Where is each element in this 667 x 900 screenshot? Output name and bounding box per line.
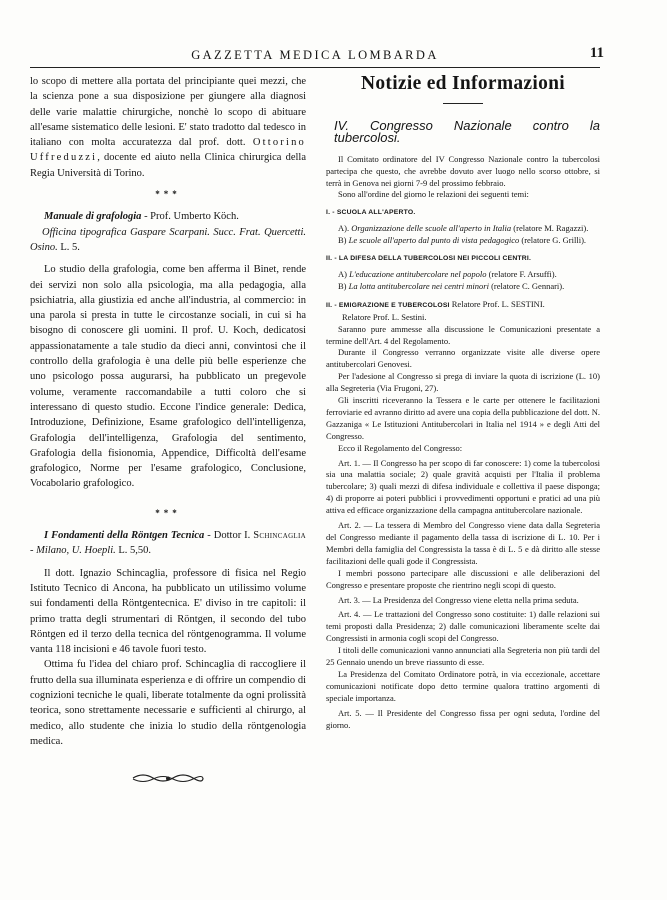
left-column bbox=[30, 74, 306, 785]
news-paragraph: Gli inscritti riceveranno la Tessera e le carte per ottenere le facilitazioni ferroviarie ed avranno diritto ad avere una copia della pubblicazione del dott. N. Gazzaniga « Le Istituzioni Antitubercolari in Italia nel 1914 » e degli Atti del Congresso. bbox=[326, 395, 600, 441]
topic-heading: I. - SCUOLA ALL'APERTO. bbox=[326, 209, 416, 217]
news-paragraph: I titoli delle comunicazioni vanno annunciati alla Segreteria non più tardi del 25 Gennaio unendo un breve riassunto di esse. bbox=[326, 645, 600, 668]
ornament-divider-icon bbox=[131, 771, 205, 785]
news-paragraph: Per l'adesione al Congresso si prega di inviare la quota di iscrizione (L. 10) alla Segreteria (Via Frugoni, 27). bbox=[326, 371, 600, 394]
title-rule bbox=[443, 103, 483, 104]
topic-heading: II. - LA DIFESA DELLA TUBERCOLOSI NEI PICCOLI CENTRI. bbox=[326, 255, 532, 263]
section-separator: *** bbox=[155, 507, 181, 518]
running-title: GAZZETTA MEDICA LOMBARDA bbox=[191, 48, 439, 62]
news-paragraph: Saranno pure ammesse alla discussione le Comunicazioni presentate a termine dell'Art. 4 del Regolamento. bbox=[326, 323, 600, 346]
section-separator: *** bbox=[155, 189, 181, 200]
news-paragraph: I membri possono partecipare alle discussioni e alle deliberazioni del Congresso e presentare proposte che rientrino negli scopi di questo. bbox=[326, 567, 600, 590]
review-heading: Manuale di grafologia - Prof. Umberto Köch. Officina tipografica Gaspare Scarpani. Succ. Frat. Quercetti. Osino. L. 5. bbox=[30, 211, 306, 253]
review-body: Lo studio della grafologia, come ben afferma il Binet, rende dei servizi non solo alla psicologia, ma alla pedagogia, alla psichiatria, alla giustizia ed anche all'industria, al commercio: in una parola si presta in tutte le circostanze sociali, in cui si ha bisogno di conoscere gli uomini. Il prof. U. Koch, dedicatosi appassionatamente a tale studio da dieci anni, convintosi che il controllo della grafologia è una delle più belle esperienze che uno psicologo possa augurarsi, ha pubblicato un pregevole volume, veramente raccomandabile a tutti coloro che si interessano di questo studio. Eccone l'indice generale: Dedica, Introduzione, Definizione, Esame grafologico dell'intelligenza, Grafologia dell'intelligenza, Grafologia del sentimento, Grafologia della fisionomia, Appendice, Difficoltà dell'esame grafologico, Norme per l'esame grafologico, Conclusione, Vocabolario grafologico. bbox=[30, 264, 306, 490]
review-publisher: Officina tipografica Gaspare Scarpani. Succ. Frat. Quercetti. Osino. bbox=[30, 226, 306, 253]
review-heading: I Fondamenti della Röntgen Tecnica - Dottor I. Schincaglia - Milano, U. Hoepli. L. 5,50. bbox=[30, 530, 306, 557]
page-number: 11 bbox=[589, 45, 604, 61]
page-header bbox=[30, 45, 604, 68]
topic-relatore: Relatore Prof. L. Sestini. bbox=[342, 311, 427, 322]
topic-heading: II. - EMIGRAZIONE E TUBERCOLOSI Relatore Prof. L. SESTINI. bbox=[326, 298, 545, 309]
topic-item: B) Le scuole all'aperto dal punto di vista pedagogico (relatore G. Grilli). bbox=[338, 235, 587, 246]
intro-paragraph: lo scopo di mettere alla portata del principiante quei mezzi, che la scienza pone a sua disposizione per giungere alla diagnosi delle varie malattie chirurgiche, nonchè lo scopo di abituare all'esame sistematico delle lesioni. E' stato tradotto dal tedesco in italiano con molta accuratezza dal prof. dott. Ottorino Uffreduzzi, docente ed aiuto nella Clinica chirurgica della Regia Università di Torino. bbox=[30, 76, 306, 179]
section-title: Notizie ed Informazioni bbox=[360, 73, 566, 94]
regulation-article: Art. 2. — La tessera di Membro del Congresso viene data dalla Segreteria del Congresso mediante il pagamento della tassa di iscrizione di L. 10. Per i Membri della famiglia del Congressista la tassa è di L. 5 e dà diritto alle stesse facilitazioni delle quali gode il Congressista. bbox=[326, 520, 600, 566]
review-title: I Fondamenti della Röntgen Tecnica bbox=[44, 530, 205, 542]
news-paragraph: Ecco il Regolamento del Congresso: bbox=[338, 442, 463, 453]
translator-name: Ottorino Uffreduzzi bbox=[30, 137, 306, 164]
review-body: Il dott. Ignazio Schincaglia, professore di fisica nel Regio Istituto Tecnico di Ancona, ha pubblicato un utilissimo volume sui fondamenti della Röntgentecnica. E' diviso in tre capitoli: il primo tratta degli strumentari di Röntgen, il secondo del tubo Röntgen ed il terzo della tecnica del röntgenogramma. Il volume vanta 118 incisioni e 46 tavole fuori testo. bbox=[30, 567, 306, 656]
review-body: Ottima fu l'idea del chiaro prof. Schincaglia di raccogliere il frutto della sua illuminata esperienza e di offrire un compendio di cognizioni tecniche le quali, liberate totalmente da ogni prolissità teorica, sono strettamente necessarie e sufficienti al chirurgo, al medico, allo studente che inizia lo studio della röntgenologia medica. bbox=[30, 659, 306, 747]
topic-item: A). Organizzazione delle scuole all'aperto in Italia (relatore M. Ragazzi). bbox=[338, 223, 589, 234]
review-title: Manuale di grafologia bbox=[44, 211, 142, 223]
news-paragraph: Il Comitato ordinatore del IV Congresso Nazionale contro la tubercolosi partecipa che questo, che avrebbe dovuto aver luogo nello scorso ottobre, si terrà in Genova nei giorni 7-9 del prossimo febbraio. bbox=[326, 153, 600, 188]
news-paragraph: La Presidenza del Comitato Ordinatore potrà, in via eccezionale, accettare comunicazioni notificate dopo detto termine qualora trattino argomenti di speciale importanza. bbox=[326, 668, 600, 703]
topic-item: B) La lotta antitubercolare nei centri minori (relatore C. Gennari). bbox=[338, 280, 565, 291]
regulation-article: Art. 3. — La Presidenza del Congresso viene eletta nella prima seduta. bbox=[338, 594, 579, 605]
right-column bbox=[326, 74, 600, 732]
topic-item: A) L'educazione antitubercolare nel popolo (relatore F. Arsuffi). bbox=[338, 268, 557, 279]
congress-title: IV. Congresso Nazionale contro la tubercolosi. bbox=[334, 117, 600, 145]
regulation-article: Art. 4. — Le trattazioni del Congresso sono costituite: 1) dalle relazioni sui temi proposti dalla Presidenza; 2) dalle comunicazioni liberamente scelte dai Congressisti in armonia cogli scopi del Congresso. bbox=[326, 609, 600, 644]
regulation-article: Art. 1. — Il Congresso ha per scopo di far conoscere: 1) come la tubercolosi sia una malattia sociale; 2) quale gravità acquisti per l'Italia il problema tubercolare; 3) quali mezzi di difesa individuale e collettiva il paese disponga; 4) di proporre ai poteri pubblici i provvedimenti opportuni e pratici ad una più attiva ed efficace organizzazione della campagna antitubercolare nazionale. bbox=[326, 457, 600, 516]
news-paragraph: Durante il Congresso verranno organizzate visite alle diverse opere antitubercolari Genovesi. bbox=[326, 347, 600, 370]
regulation-article: Art. 5. — Il Presidente del Congresso fissa per ogni seduta, l'ordine del giorno. bbox=[326, 707, 600, 730]
review-publisher: - Milano, U. Hoepli. bbox=[30, 545, 116, 557]
news-paragraph: Sono all'ordine del giorno le relazioni dei seguenti temi: bbox=[338, 189, 529, 200]
